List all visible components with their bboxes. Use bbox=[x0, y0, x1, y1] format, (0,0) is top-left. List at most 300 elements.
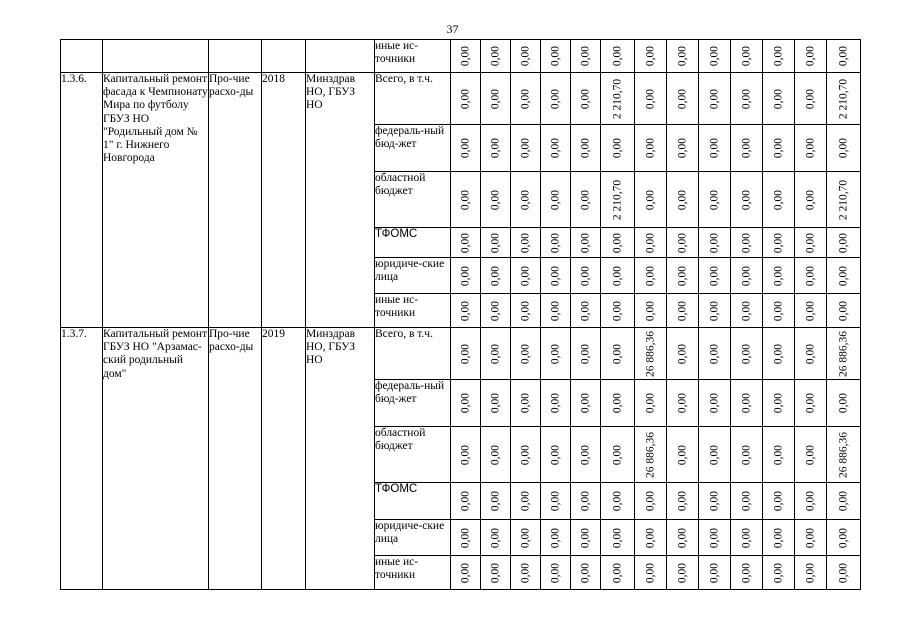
amount-cell bbox=[699, 483, 731, 520]
item-code: 1.3.7. bbox=[61, 328, 103, 590]
amount-cell bbox=[451, 125, 481, 172]
amount-value: 26 886,36 bbox=[836, 431, 849, 478]
amount-value: 0,00 bbox=[518, 232, 531, 253]
item-year: 2018 bbox=[262, 73, 306, 328]
amount-value: 0,00 bbox=[739, 490, 752, 512]
amount-cell bbox=[827, 556, 861, 590]
amount-value: 0,00 bbox=[488, 45, 501, 67]
amount-value: 0,00 bbox=[707, 189, 720, 210]
funding-source: ТФОМС bbox=[375, 228, 451, 258]
amount-value: 0,00 bbox=[643, 88, 656, 109]
amount-value: 0,00 bbox=[707, 45, 720, 67]
amount-value: 0,00 bbox=[518, 88, 531, 109]
amount-value: 0,00 bbox=[836, 562, 849, 583]
amount-value: 0,00 bbox=[675, 527, 688, 548]
amount-value: 0,00 bbox=[739, 562, 752, 583]
amount-value: 0,00 bbox=[836, 265, 849, 286]
amount-value: 0,00 bbox=[643, 265, 656, 286]
expense-type: Про-чие расхо-ды bbox=[209, 73, 262, 328]
amount-value: 0,00 bbox=[488, 392, 501, 414]
amount-cell bbox=[763, 427, 795, 483]
item-executor: Минздрав НО, ГБУЗ НО bbox=[306, 328, 375, 590]
amount-value: 0,00 bbox=[518, 137, 531, 159]
amount-cell bbox=[667, 172, 699, 228]
item-year: 2019 bbox=[262, 328, 306, 590]
amount-cell bbox=[795, 483, 827, 520]
amount-value: 0,00 bbox=[458, 527, 471, 548]
amount-cell bbox=[451, 258, 481, 294]
amount-value: 0,00 bbox=[610, 527, 623, 548]
amount-cell bbox=[511, 380, 541, 427]
amount-cell bbox=[667, 380, 699, 427]
amount-value: 0,00 bbox=[643, 232, 656, 253]
amount-value: 0,00 bbox=[739, 232, 752, 253]
amount-cell bbox=[731, 328, 763, 380]
amount-cell bbox=[451, 73, 481, 125]
amount-cell bbox=[571, 73, 601, 125]
amount-value: 0,00 bbox=[518, 265, 531, 286]
amount-value: 0,00 bbox=[488, 232, 501, 253]
amount-cell bbox=[795, 258, 827, 294]
amount-value: 0,00 bbox=[610, 343, 623, 364]
item-executor bbox=[306, 40, 375, 73]
amount-value: 0,00 bbox=[548, 232, 561, 253]
amount-cell bbox=[795, 556, 827, 590]
amount-cell bbox=[795, 172, 827, 228]
amount-value: 0,00 bbox=[458, 300, 471, 321]
amount-cell bbox=[511, 483, 541, 520]
amount-cell bbox=[667, 40, 699, 73]
item-year bbox=[262, 40, 306, 73]
amount-cell bbox=[731, 483, 763, 520]
amount-cell bbox=[541, 520, 571, 556]
amount-value: 0,00 bbox=[675, 137, 688, 159]
amount-value: 0,00 bbox=[518, 392, 531, 414]
item-code bbox=[61, 40, 103, 73]
amount-cell bbox=[699, 258, 731, 294]
amount-value: 0,00 bbox=[707, 137, 720, 159]
amount-value: 0,00 bbox=[675, 490, 688, 512]
amount-cell bbox=[541, 483, 571, 520]
amount-value: 0,00 bbox=[518, 444, 531, 465]
amount-value: 0,00 bbox=[518, 189, 531, 210]
amount-cell bbox=[667, 483, 699, 520]
amount-cell bbox=[763, 125, 795, 172]
amount-value: 0,00 bbox=[518, 527, 531, 548]
amount-value: 0,00 bbox=[578, 490, 591, 512]
amount-value: 0,00 bbox=[578, 300, 591, 321]
amount-cell bbox=[511, 258, 541, 294]
amount-value: 0,00 bbox=[610, 490, 623, 512]
funding-source: иные ис-точники bbox=[375, 556, 451, 590]
amount-cell bbox=[571, 228, 601, 258]
amount-value: 0,00 bbox=[548, 490, 561, 512]
amount-cell bbox=[481, 73, 511, 125]
amount-cell bbox=[541, 73, 571, 125]
amount-value: 0,00 bbox=[643, 137, 656, 159]
amount-value: 0,00 bbox=[771, 490, 784, 512]
table-row bbox=[61, 40, 861, 73]
amount-cell bbox=[699, 294, 731, 328]
funding-source: Всего, в т.ч. bbox=[375, 73, 451, 125]
amount-value: 0,00 bbox=[458, 444, 471, 465]
amount-value: 0,00 bbox=[643, 300, 656, 321]
amount-cell bbox=[667, 125, 699, 172]
amount-value: 0,00 bbox=[548, 265, 561, 286]
amount-value: 0,00 bbox=[488, 444, 501, 465]
amount-value: 0,00 bbox=[707, 343, 720, 364]
amount-cell bbox=[731, 73, 763, 125]
amount-cell bbox=[511, 172, 541, 228]
amount-value: 0,00 bbox=[803, 444, 816, 465]
amount-cell bbox=[667, 520, 699, 556]
amount-cell bbox=[601, 520, 635, 556]
amount-cell bbox=[827, 380, 861, 427]
amount-value: 0,00 bbox=[707, 562, 720, 583]
funding-source: иные ис-точники bbox=[375, 40, 451, 73]
amount-cell bbox=[667, 294, 699, 328]
amount-value: 0,00 bbox=[707, 300, 720, 321]
amount-cell bbox=[795, 427, 827, 483]
amount-value: 0,00 bbox=[771, 232, 784, 253]
amount-value: 0,00 bbox=[518, 562, 531, 583]
amount-cell bbox=[571, 328, 601, 380]
amount-value: 0,00 bbox=[707, 265, 720, 286]
amount-cell bbox=[731, 294, 763, 328]
amount-cell bbox=[481, 328, 511, 380]
amount-cell bbox=[731, 40, 763, 73]
amount-value: 0,00 bbox=[610, 265, 623, 286]
amount-cell bbox=[511, 556, 541, 590]
amount-value: 0,00 bbox=[518, 490, 531, 512]
amount-value: 26 886,36 bbox=[643, 431, 656, 478]
amount-cell bbox=[541, 258, 571, 294]
amount-cell bbox=[827, 228, 861, 258]
amount-value: 0,00 bbox=[458, 343, 471, 364]
amount-value: 2 210,70 bbox=[610, 78, 623, 119]
amount-cell bbox=[451, 483, 481, 520]
amount-value: 0,00 bbox=[771, 88, 784, 109]
amount-cell bbox=[571, 556, 601, 590]
amount-value: 26 886,36 bbox=[643, 330, 656, 377]
amount-cell bbox=[451, 228, 481, 258]
amount-cell bbox=[795, 228, 827, 258]
amount-cell bbox=[795, 520, 827, 556]
amount-cell bbox=[481, 40, 511, 73]
amount-cell bbox=[667, 228, 699, 258]
amount-cell bbox=[635, 258, 667, 294]
amount-cell bbox=[635, 40, 667, 73]
amount-cell bbox=[541, 556, 571, 590]
amount-value: 0,00 bbox=[548, 343, 561, 364]
amount-value: 0,00 bbox=[488, 265, 501, 286]
amount-cell bbox=[731, 556, 763, 590]
amount-cell bbox=[731, 380, 763, 427]
amount-cell bbox=[601, 125, 635, 172]
amount-value: 0,00 bbox=[578, 343, 591, 364]
amount-cell bbox=[795, 40, 827, 73]
amount-cell bbox=[541, 380, 571, 427]
amount-cell bbox=[511, 328, 541, 380]
amount-cell bbox=[601, 427, 635, 483]
amount-cell bbox=[511, 294, 541, 328]
amount-cell bbox=[541, 228, 571, 258]
amount-value: 0,00 bbox=[458, 232, 471, 253]
amount-cell bbox=[541, 427, 571, 483]
amount-value: 0,00 bbox=[488, 137, 501, 159]
amount-cell bbox=[571, 172, 601, 228]
amount-cell bbox=[827, 172, 861, 228]
amount-cell bbox=[541, 294, 571, 328]
amount-cell bbox=[601, 556, 635, 590]
amount-value: 0,00 bbox=[548, 189, 561, 210]
amount-cell bbox=[763, 556, 795, 590]
amount-cell bbox=[763, 258, 795, 294]
amount-value: 0,00 bbox=[518, 45, 531, 67]
amount-value: 0,00 bbox=[578, 392, 591, 414]
amount-value: 0,00 bbox=[548, 527, 561, 548]
amount-value: 0,00 bbox=[771, 189, 784, 210]
amount-value: 0,00 bbox=[610, 232, 623, 253]
amount-cell bbox=[763, 228, 795, 258]
amount-value: 0,00 bbox=[458, 88, 471, 109]
amount-cell bbox=[635, 228, 667, 258]
amount-value: 0,00 bbox=[643, 189, 656, 210]
amount-value: 0,00 bbox=[739, 527, 752, 548]
amount-value: 0,00 bbox=[458, 265, 471, 286]
amount-value: 0,00 bbox=[739, 137, 752, 159]
amount-value: 0,00 bbox=[836, 527, 849, 548]
amount-cell bbox=[571, 483, 601, 520]
amount-value: 0,00 bbox=[771, 343, 784, 364]
amount-value: 0,00 bbox=[578, 562, 591, 583]
amount-value: 0,00 bbox=[548, 562, 561, 583]
amount-cell bbox=[635, 73, 667, 125]
amount-cell bbox=[601, 483, 635, 520]
amount-value: 0,00 bbox=[488, 562, 501, 583]
amount-value: 0,00 bbox=[739, 300, 752, 321]
amount-value: 0,00 bbox=[675, 232, 688, 253]
item-executor: Минздрав НО, ГБУЗ НО bbox=[306, 73, 375, 328]
amount-value: 0,00 bbox=[675, 343, 688, 364]
amount-cell bbox=[827, 258, 861, 294]
amount-cell bbox=[795, 125, 827, 172]
amount-cell bbox=[541, 328, 571, 380]
amount-cell bbox=[699, 40, 731, 73]
amount-cell bbox=[763, 172, 795, 228]
amount-cell bbox=[481, 556, 511, 590]
amount-value: 0,00 bbox=[488, 527, 501, 548]
amount-cell bbox=[699, 520, 731, 556]
amount-cell bbox=[571, 258, 601, 294]
amount-value: 0,00 bbox=[643, 392, 656, 414]
amount-value: 0,00 bbox=[458, 189, 471, 210]
amount-cell bbox=[571, 125, 601, 172]
amount-value: 0,00 bbox=[643, 562, 656, 583]
amount-cell bbox=[601, 380, 635, 427]
amount-cell bbox=[795, 73, 827, 125]
amount-value: 0,00 bbox=[548, 88, 561, 109]
amount-value: 0,00 bbox=[458, 45, 471, 67]
amount-cell bbox=[635, 520, 667, 556]
amount-cell bbox=[481, 125, 511, 172]
amount-value: 0,00 bbox=[771, 527, 784, 548]
amount-cell bbox=[481, 294, 511, 328]
amount-cell bbox=[601, 258, 635, 294]
amount-value: 0,00 bbox=[836, 300, 849, 321]
amount-value: 0,00 bbox=[707, 490, 720, 512]
amount-cell bbox=[481, 228, 511, 258]
amount-value: 0,00 bbox=[610, 392, 623, 414]
amount-value: 0,00 bbox=[739, 392, 752, 414]
amount-cell bbox=[731, 520, 763, 556]
amount-cell bbox=[601, 73, 635, 125]
amount-value: 0,00 bbox=[578, 137, 591, 159]
amount-cell bbox=[601, 172, 635, 228]
amount-cell bbox=[511, 73, 541, 125]
expense-type: Про-чие расхо-ды bbox=[209, 328, 262, 590]
amount-value: 2 210,70 bbox=[836, 78, 849, 119]
amount-cell bbox=[571, 380, 601, 427]
amount-value: 0,00 bbox=[739, 45, 752, 67]
amount-value: 0,00 bbox=[803, 232, 816, 253]
amount-cell bbox=[699, 228, 731, 258]
amount-value: 0,00 bbox=[643, 45, 656, 67]
amount-value: 0,00 bbox=[488, 490, 501, 512]
amount-cell bbox=[763, 40, 795, 73]
amount-cell bbox=[827, 73, 861, 125]
amount-cell bbox=[635, 380, 667, 427]
amount-cell bbox=[763, 380, 795, 427]
amount-cell bbox=[667, 328, 699, 380]
amount-cell bbox=[601, 294, 635, 328]
amount-cell bbox=[511, 228, 541, 258]
amount-cell bbox=[541, 125, 571, 172]
amount-cell bbox=[699, 427, 731, 483]
amount-cell bbox=[511, 40, 541, 73]
amount-value: 0,00 bbox=[610, 45, 623, 67]
amount-cell bbox=[451, 294, 481, 328]
funding-source: юридиче-ские лица bbox=[375, 258, 451, 294]
amount-cell bbox=[541, 40, 571, 73]
amount-value: 0,00 bbox=[548, 300, 561, 321]
table-row bbox=[61, 73, 861, 125]
amount-value: 0,00 bbox=[458, 137, 471, 159]
amount-cell bbox=[481, 427, 511, 483]
amount-value: 0,00 bbox=[803, 88, 816, 109]
item-name bbox=[103, 40, 209, 73]
amount-cell bbox=[451, 520, 481, 556]
amount-value: 0,00 bbox=[610, 562, 623, 583]
amount-value: 0,00 bbox=[836, 490, 849, 512]
amount-value: 0,00 bbox=[707, 444, 720, 465]
funding-source: федераль-ный бюд-жет bbox=[375, 380, 451, 427]
amount-value: 0,00 bbox=[803, 392, 816, 414]
amount-value: 0,00 bbox=[610, 300, 623, 321]
amount-value: 0,00 bbox=[488, 300, 501, 321]
amount-cell bbox=[667, 258, 699, 294]
amount-cell bbox=[667, 73, 699, 125]
amount-cell bbox=[699, 328, 731, 380]
amount-value: 0,00 bbox=[803, 189, 816, 210]
amount-value: 0,00 bbox=[836, 45, 849, 67]
table-row bbox=[61, 328, 861, 380]
amount-value: 0,00 bbox=[675, 392, 688, 414]
amount-cell bbox=[827, 520, 861, 556]
amount-value: 0,00 bbox=[548, 392, 561, 414]
funding-source: юридиче-ские лица bbox=[375, 520, 451, 556]
amount-value: 0,00 bbox=[803, 45, 816, 67]
amount-cell bbox=[635, 328, 667, 380]
amount-cell bbox=[731, 228, 763, 258]
amount-cell bbox=[451, 427, 481, 483]
amount-cell bbox=[763, 294, 795, 328]
amount-cell bbox=[481, 380, 511, 427]
amount-cell bbox=[731, 427, 763, 483]
amount-value: 0,00 bbox=[488, 343, 501, 364]
amount-value: 0,00 bbox=[578, 232, 591, 253]
amount-cell bbox=[699, 380, 731, 427]
amount-cell bbox=[827, 483, 861, 520]
amount-value: 0,00 bbox=[707, 392, 720, 414]
amount-value: 0,00 bbox=[675, 265, 688, 286]
item-name: Капитальный ремонт ГБУЗ НО "Арзамас-ский родильный дом" bbox=[103, 328, 209, 590]
amount-cell bbox=[795, 294, 827, 328]
amount-value: 0,00 bbox=[771, 392, 784, 414]
amount-value: 0,00 bbox=[488, 88, 501, 109]
amount-cell bbox=[481, 258, 511, 294]
funding-source: областной бюджет bbox=[375, 427, 451, 483]
amount-cell bbox=[763, 73, 795, 125]
amount-cell bbox=[601, 328, 635, 380]
amount-value: 0,00 bbox=[771, 444, 784, 465]
amount-value: 0,00 bbox=[675, 562, 688, 583]
amount-value: 0,00 bbox=[548, 444, 561, 465]
funding-source: федераль-ный бюд-жет bbox=[375, 125, 451, 172]
amount-cell bbox=[699, 556, 731, 590]
amount-value: 0,00 bbox=[771, 45, 784, 67]
amount-value: 0,00 bbox=[739, 88, 752, 109]
amount-value: 0,00 bbox=[771, 300, 784, 321]
amount-value: 0,00 bbox=[578, 265, 591, 286]
amount-value: 0,00 bbox=[803, 300, 816, 321]
amount-value: 0,00 bbox=[548, 45, 561, 67]
amount-value: 0,00 bbox=[643, 527, 656, 548]
amount-value: 0,00 bbox=[707, 527, 720, 548]
amount-value: 0,00 bbox=[643, 490, 656, 512]
amount-value: 0,00 bbox=[675, 88, 688, 109]
amount-cell bbox=[511, 427, 541, 483]
amount-cell bbox=[763, 328, 795, 380]
amount-cell bbox=[667, 556, 699, 590]
amount-value: 0,00 bbox=[803, 562, 816, 583]
amount-value: 0,00 bbox=[739, 343, 752, 364]
amount-value: 0,00 bbox=[458, 562, 471, 583]
amount-value: 2 210,70 bbox=[836, 179, 849, 220]
amount-cell bbox=[763, 520, 795, 556]
funding-source: Всего, в т.ч. bbox=[375, 328, 451, 380]
amount-cell bbox=[541, 172, 571, 228]
amount-cell bbox=[511, 520, 541, 556]
amount-cell bbox=[601, 228, 635, 258]
amount-value: 0,00 bbox=[803, 265, 816, 286]
amount-cell bbox=[795, 328, 827, 380]
amount-value: 0,00 bbox=[488, 189, 501, 210]
amount-value: 0,00 bbox=[578, 88, 591, 109]
amount-value: 0,00 bbox=[707, 232, 720, 253]
amount-cell bbox=[827, 125, 861, 172]
amount-cell bbox=[731, 125, 763, 172]
